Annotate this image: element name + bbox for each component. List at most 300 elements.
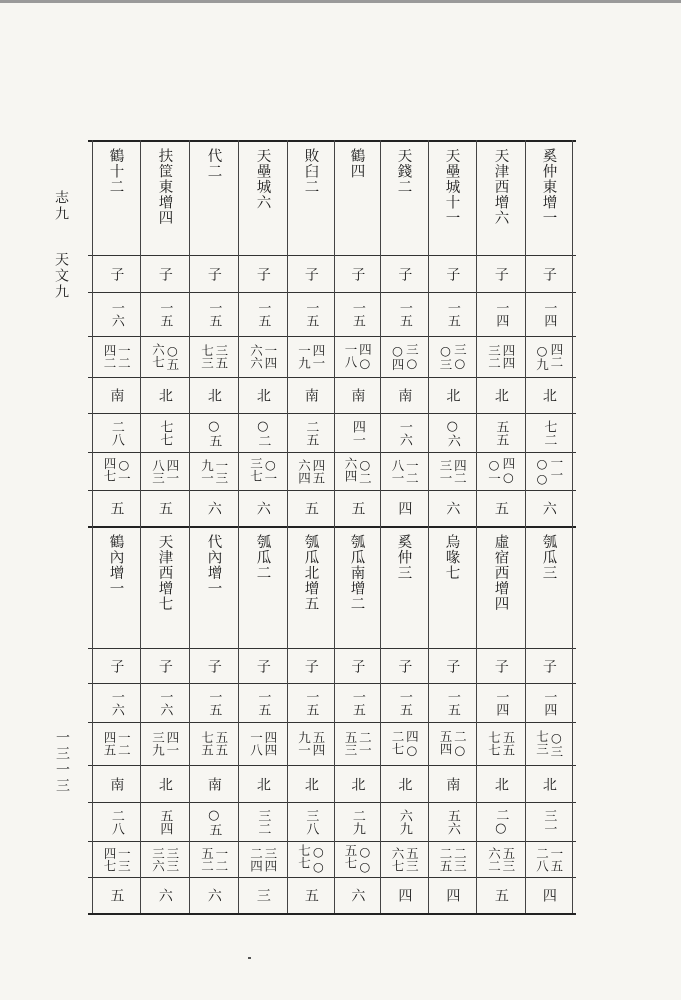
cell-value: 一五 [396,689,412,716]
table-cell [380,722,428,765]
table-cell [380,802,428,841]
cell-value: 四二 三一 [438,458,468,484]
table-cell [189,765,238,802]
cell-value: 一四 [541,689,557,716]
cell-value: 三○ ○三 [438,342,468,371]
table-cell [238,841,287,877]
table-cell [287,683,334,722]
cell-value: 四五 六四 [296,458,326,484]
cell-value: 子 [302,658,319,673]
table-cell [334,452,380,490]
cell-value: 四一 三九 [150,731,180,756]
cell-value: ○○ 五七 [343,844,373,874]
table-cell [92,336,140,377]
cell-value: 一五 [349,689,365,716]
cell-value: 子 [254,266,271,281]
table-cell [334,413,380,452]
table-cell [380,377,428,413]
cell-value: 一四 [493,301,509,327]
table-cell [380,413,428,452]
star-name-header: 烏喙七 [443,534,460,581]
table-cell [428,841,476,877]
cell-value: 五 [302,501,319,515]
cell-value: ○一 四七 [102,457,132,485]
cell-value: 四○ ○一 [486,457,516,485]
cell-value: 子 [492,266,509,281]
table-cell [380,877,428,913]
table-cell [476,648,525,683]
table-cell [428,336,476,377]
table-cell [189,648,238,683]
cell-value: 一五 [206,689,222,716]
cell-value: 子 [156,266,173,281]
star-name-header: 奚仲東增一 [540,148,557,226]
table-cell [140,841,189,877]
cell-value: 北 [302,776,319,791]
table-cell [476,292,525,336]
cell-value: 一五 [157,301,173,327]
table-cell [140,377,189,413]
table-cell [140,802,189,841]
star-name-header: 瓠瓜北增五 [302,534,319,612]
cell-value: 北 [156,776,173,791]
cell-value: 六 [444,501,461,515]
cell-value: 一二 五二 [199,846,229,872]
table-cell [428,802,476,841]
cell-value: 一三 九一 [199,458,229,484]
cell-value: 一五 [206,301,222,327]
column-rule [572,140,573,913]
cell-value: 一五 [396,301,412,327]
table-cell [476,877,525,913]
table-cell [287,802,334,841]
cell-value: 一五 [255,689,271,716]
cell-value: 四一 一九 [296,344,326,369]
cell-value: 一四 [541,301,557,327]
cell-value: 五五 [493,419,509,446]
table-cell [380,765,428,802]
cell-value: 北 [540,776,557,791]
table-cell [334,377,380,413]
table-cell [189,722,238,765]
table-cell [525,877,572,913]
cell-value: 一五 [444,301,460,327]
table-cell [428,683,476,722]
table-cell [92,452,140,490]
table-cell [334,841,380,877]
table-cell [428,413,476,452]
margin-chapter: 天文九 [53,252,69,300]
cell-value: 子 [108,266,125,281]
cell-value: 一二 八一 [390,458,420,484]
table-cell [92,490,140,526]
table-cell [189,490,238,526]
cell-value: ○○ 七七 [296,844,326,874]
cell-value: 五 [156,501,173,515]
table-cell [428,292,476,336]
cell-value: ○五 [206,807,222,836]
row-rule [88,913,576,915]
table-cell [287,765,334,802]
table-cell [238,336,287,377]
cell-value: 北 [492,776,509,791]
table-cell [476,765,525,802]
cell-value: 一六 [108,301,124,327]
cell-value: 四○ 一八 [343,342,373,371]
cell-value: 六 [205,501,222,515]
margin-page-number: 一三一三 [54,730,70,794]
cell-value: ○二 [255,418,271,447]
cell-value: 二○ [493,807,509,836]
cell-value: 子 [492,658,509,673]
cell-value: 一五 [303,301,319,327]
table-cell [140,255,189,292]
table-cell [287,336,334,377]
table-cell [380,255,428,292]
cell-value: 六 [540,501,557,515]
table-cell [287,452,334,490]
cell-value: 子 [156,658,173,673]
table-cell [287,490,334,526]
table-cell [287,377,334,413]
star-name-header: 瓠瓜二 [254,534,271,581]
table-cell [476,452,525,490]
cell-value: 六 [349,888,366,902]
cell-value: ○二 六四 [343,457,373,485]
table-cell [334,802,380,841]
table-cell [287,413,334,452]
cell-value: 五四 九一 [296,731,326,756]
table-cell [476,841,525,877]
table-cell [525,490,572,526]
table-cell [140,413,189,452]
table-cell [92,722,140,765]
table-cell [287,877,334,913]
table-cell [140,877,189,913]
table-cell [92,648,140,683]
cell-value: 一五 二八 [534,846,564,872]
cell-value: 子 [396,266,413,281]
table-cell [92,413,140,452]
table-cell [334,648,380,683]
table-cell [334,765,380,802]
table-cell [189,683,238,722]
star-name-header: 扶筐東增四 [156,148,173,226]
table-cell [476,336,525,377]
cell-value: 南 [205,776,222,791]
table-cell [140,452,189,490]
table-cell [92,683,140,722]
table-cell [525,802,572,841]
cell-value: 四 [540,888,557,902]
cell-value: 六九 [396,808,412,835]
cell-value: 七七 [157,419,173,446]
table-cell [238,765,287,802]
row-rule [88,140,576,142]
cell-value: 南 [444,776,461,791]
cell-value: 五 [108,888,125,902]
table-cell [92,255,140,292]
cell-value: 南 [108,388,125,402]
table-cell [238,490,287,526]
cell-value: 五三 六七 [390,846,420,872]
table-cell [189,802,238,841]
cell-value: 三三 三六 [150,846,180,872]
table-cell [238,802,287,841]
table-cell [525,413,572,452]
cell-value: 子 [205,658,222,673]
table-cell [334,255,380,292]
cell-value: 五 [492,501,509,515]
cell-value: 二八 [108,419,124,446]
table-cell [525,377,572,413]
cell-value: 南 [108,776,125,791]
table-cell [287,722,334,765]
table-cell [525,765,572,802]
cell-value: 六 [156,888,173,902]
table-cell [476,802,525,841]
table-cell [476,255,525,292]
table-cell [92,841,140,877]
table-cell [287,292,334,336]
star-name-header: 瓠瓜南增二 [348,534,365,612]
table-cell [238,452,287,490]
star-name-header: 鶴四 [348,148,365,179]
cell-value: 二八 [108,808,124,835]
star-name-header: 敗臼二 [302,148,319,195]
cell-value: 子 [205,266,222,281]
cell-value: 三四 二四 [248,846,278,872]
table-cell [189,841,238,877]
cell-value: 北 [492,388,509,402]
cell-value: 二一 五三 [343,731,373,756]
cell-value: 六 [205,888,222,902]
table-cell [92,765,140,802]
table-cell [189,377,238,413]
table-cell [334,292,380,336]
star-name-header: 鶴內增一 [107,534,124,596]
cell-value: 子 [540,658,557,673]
cell-value: 五 [492,888,509,902]
table-cell [428,648,476,683]
table-cell [140,336,189,377]
table-cell [380,648,428,683]
table-cell [476,490,525,526]
cell-value: 五五 七七 [486,731,516,756]
star-name-header: 鶴十二 [107,148,124,195]
table-cell [525,255,572,292]
star-name-header: 天錢二 [395,148,412,195]
star-name-header: 天壘城六 [254,148,271,210]
page-top-edge [0,0,681,3]
cell-value: 一三 四七 [102,846,132,872]
table-cell [428,255,476,292]
table-cell [140,648,189,683]
cell-value: ○三 七三 [534,729,564,758]
table-cell [380,452,428,490]
table-cell [287,648,334,683]
table-cell [189,413,238,452]
table-cell [334,683,380,722]
table-cell [238,255,287,292]
table-cell [238,377,287,413]
cell-value: 一五 [349,301,365,327]
cell-value: 四 [396,501,413,515]
table-cell [238,722,287,765]
cell-value: ○六 [444,418,460,447]
cell-value: 三八 [303,808,319,835]
table-cell [334,336,380,377]
table-cell [238,683,287,722]
table-cell [189,255,238,292]
cell-value: 三一 [541,808,557,835]
table-cell [380,841,428,877]
table-cell [380,292,428,336]
cell-value: 四一 八三 [150,458,180,484]
cell-value: 二九 [349,808,365,835]
star-name-header: 天津西增六 [492,148,509,226]
cell-value: 一六 [396,419,412,446]
cell-value: 五五 七五 [199,731,229,756]
table-cell [238,648,287,683]
cell-value: 三 [254,888,271,902]
cell-value: 四 [444,888,461,902]
cell-value: 四 [396,888,413,902]
table-cell [92,292,140,336]
cell-value: 五 [349,501,366,515]
table-cell [525,648,572,683]
star-name-header: 天壘城十一 [443,148,460,226]
table-cell [525,722,572,765]
cell-value: 四一 [349,419,365,446]
table-cell [92,377,140,413]
cell-value: 南 [396,388,413,402]
cell-value: 北 [396,776,413,791]
table-cell [525,841,572,877]
table-cell [92,877,140,913]
table-cell [189,292,238,336]
table-cell [238,877,287,913]
cell-value: 六 [254,501,271,515]
cell-value: 子 [302,266,319,281]
cell-value: 一二 四五 [102,731,132,756]
table-cell [476,413,525,452]
table-cell [476,377,525,413]
cell-value: 南 [349,388,366,402]
table-cell [189,877,238,913]
cell-value: 五 [108,501,125,515]
cell-value: 南 [302,388,319,402]
cell-value: 三二 [255,808,271,835]
cell-value: ○一 三七 [248,457,278,485]
table-cell [525,683,572,722]
cell-value: 子 [444,266,461,281]
table-cell [140,292,189,336]
table-cell [380,683,428,722]
table-cell [189,452,238,490]
cell-value: 二五 [303,419,319,446]
cell-value: ○五 [206,418,222,447]
cell-value: 北 [349,776,366,791]
table-cell [140,722,189,765]
star-name-header: 代內增一 [205,534,222,596]
cell-value: 一一 ○○ [534,456,564,486]
table-cell [525,452,572,490]
table-cell [92,802,140,841]
table-cell [525,336,572,377]
cell-value: 五六 [444,808,460,835]
cell-value: 北 [540,388,557,402]
cell-value: 子 [349,658,366,673]
cell-value: 四○ 二七 [390,729,420,758]
table-cell [428,490,476,526]
table-cell [525,292,572,336]
cell-value: 子 [444,658,461,673]
cell-value: 一五 [444,689,460,716]
table-cell [428,377,476,413]
table-cell [428,722,476,765]
cell-value: 一五 [255,301,271,327]
table-cell [428,452,476,490]
table-cell [238,292,287,336]
table-cell [238,413,287,452]
table-cell [287,255,334,292]
cell-value: 子 [254,658,271,673]
table-cell [140,765,189,802]
table-cell [334,722,380,765]
cell-value: 子 [396,658,413,673]
cell-value: 七二 [541,419,557,446]
cell-value: 二三 二五 [438,846,468,872]
ink-speck [248,957,251,959]
cell-value: 子 [108,658,125,673]
cell-value: 一六 [157,689,173,716]
table-cell [334,877,380,913]
cell-value: 一四 [493,689,509,716]
table-cell [334,490,380,526]
cell-value: 一六 [108,689,124,716]
table-cell [380,490,428,526]
cell-value: 一五 [303,689,319,716]
cell-value: 五 [302,888,319,902]
cell-value: ○五 六七 [150,342,180,371]
cell-value: 四四 三二 [486,344,516,369]
cell-value: 北 [205,388,222,402]
table-cell [428,877,476,913]
star-name-header: 瓠瓜三 [540,534,557,581]
cell-value: 子 [349,266,366,281]
cell-value: 一二 四二 [102,344,132,369]
cell-value: 五四 [157,808,173,835]
cell-value: 三五 七三 [199,344,229,369]
table-cell [476,683,525,722]
row-rule [88,526,576,528]
cell-value: 北 [254,388,271,402]
cell-value: 一四 六六 [248,344,278,369]
table-cell [380,336,428,377]
cell-value: 北 [444,388,461,402]
star-name-header: 奚仲三 [395,534,412,581]
star-name-header: 天津西增七 [156,534,173,612]
margin-section: 志九 [53,190,69,222]
cell-value: 五三 六二 [486,846,516,872]
table-cell [476,722,525,765]
cell-value: 子 [540,266,557,281]
cell-value: 四四 一八 [248,731,278,756]
table-cell [189,336,238,377]
cell-value: 北 [156,388,173,402]
cell-value: 二○ 五四 [438,729,468,758]
